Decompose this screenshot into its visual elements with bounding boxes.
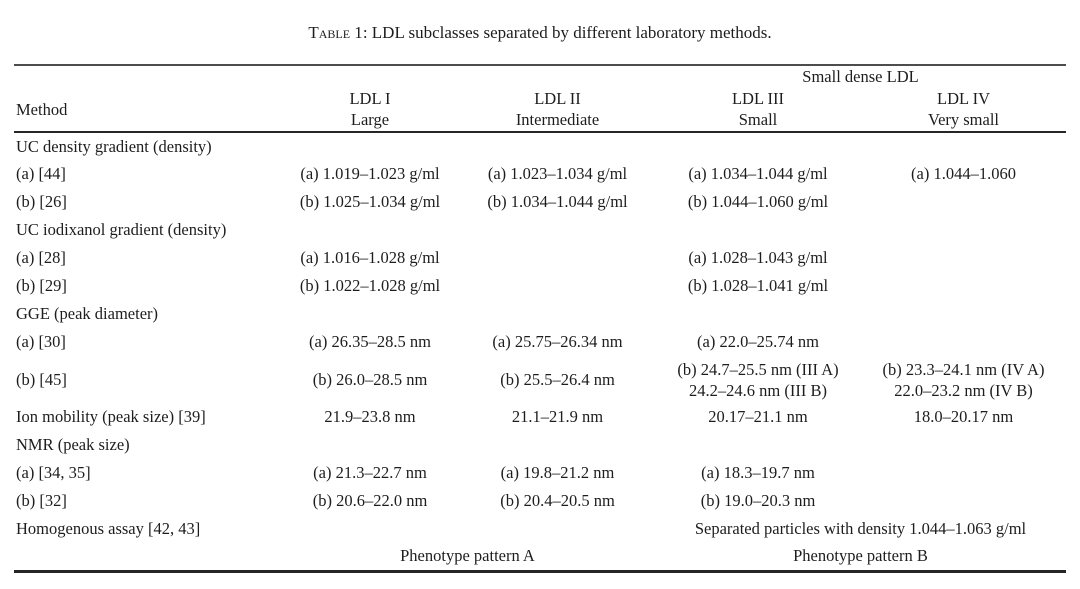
- cell-ldl-ii: (a) 1.023–1.034 g/ml: [487, 164, 628, 183]
- table-row: [14, 160, 1066, 188]
- method-cell: (a) [30]: [16, 332, 66, 351]
- method-cell: (a) [44]: [16, 164, 66, 183]
- cell-ldl-ii: [460, 272, 655, 300]
- cell-line: 24.2–24.6 nm (III B): [689, 380, 827, 400]
- separated-particles-cell: Separated particles with density 1.044–1.063 g/ml: [694, 519, 1027, 538]
- cell-ldl-i: (b) 20.6–22.0 nm: [312, 491, 428, 510]
- method-cell: (a) [34, 35]: [16, 463, 91, 482]
- method-cell: Ion mobility (peak size) [39]: [16, 407, 206, 426]
- col-subheader-large: Large: [350, 110, 390, 129]
- section-row-nmr: [14, 431, 1066, 459]
- cell-ldl-iii: (a) 1.034–1.044 g/ml: [688, 164, 828, 183]
- col-header-method: Method: [16, 99, 68, 119]
- cell-ldl-iii: 20.17–21.1 nm: [708, 407, 808, 426]
- cell-ldl-iii: (a) 1.028–1.043 g/ml: [688, 248, 828, 267]
- cell-ldl-ii: (a) 19.8–21.2 nm: [500, 463, 615, 482]
- section-label: UC iodixanol gradient (density): [16, 220, 227, 239]
- col-header-ldl-iv: LDL IV: [937, 88, 990, 108]
- method-cell: (b) [26]: [16, 192, 67, 211]
- ldl-subclasses-table: [14, 64, 1066, 573]
- cell-ldl-i: 21.9–23.8 nm: [324, 407, 416, 426]
- table-row: [14, 244, 1066, 272]
- cell-ldl-iv: [861, 272, 1066, 300]
- table-row: [14, 487, 1066, 515]
- phenotype-pattern-b-cell: Phenotype pattern B: [793, 546, 928, 566]
- cell-ldl-iv: [861, 356, 1066, 403]
- table-row: [14, 403, 1066, 431]
- cell-ldl-iii: (a) 22.0–25.74 nm: [697, 332, 819, 351]
- method-cell: (b) [32]: [16, 491, 67, 510]
- section-row-uc-density: [14, 132, 1066, 160]
- table-row: [14, 459, 1066, 487]
- cell-ldl-iv: [861, 244, 1066, 272]
- header-name-row: [14, 88, 1066, 109]
- cell-ldl-iii: (b) 1.028–1.041 g/ml: [687, 276, 829, 295]
- cell-ldl-i: (b) 1.022–1.028 g/ml: [299, 276, 441, 295]
- table-row: [14, 272, 1066, 300]
- cell-ldl-ii: 21.1–21.9 nm: [511, 407, 604, 426]
- empty-cell: [280, 515, 655, 543]
- table-header: [14, 65, 1066, 132]
- cell-ldl-iii: (b) 1.044–1.060 g/ml: [687, 192, 829, 211]
- cell-ldl-i: (a) 1.019–1.023 g/ml: [300, 164, 440, 183]
- col-header-ldl-i: LDL I: [349, 88, 391, 108]
- table-row: [14, 188, 1066, 216]
- cell-ldl-i: (a) 21.3–22.7 nm: [313, 463, 427, 482]
- header-span-row: [14, 65, 1066, 88]
- method-cell: (a) [28]: [16, 248, 66, 267]
- cell-ldl-i: (b) 1.025–1.034 g/ml: [299, 192, 441, 211]
- col-subheader-very-small: Very small: [927, 110, 1000, 129]
- section-row-gge: [14, 300, 1066, 328]
- cell-ldl-iv: (a) 1.044–1.060: [911, 164, 1016, 183]
- phenotype-pattern-a-cell: Phenotype pattern A: [400, 546, 535, 566]
- cell-ldl-iv: [861, 487, 1066, 515]
- cell-ldl-iv: [861, 459, 1066, 487]
- header-spacer: [14, 65, 280, 88]
- method-cell: Homogenous assay [42, 43]: [16, 519, 201, 538]
- method-cell: (b) [45]: [16, 369, 67, 389]
- cell-ldl-iii: (a) 18.3–19.7 nm: [701, 463, 815, 482]
- cell-ldl-iii: [655, 356, 861, 403]
- section-row-uc-iodixanol: [14, 216, 1066, 244]
- header-spacer: [280, 65, 655, 88]
- col-subheader-intermediate: Intermediate: [515, 110, 600, 129]
- cell-line: (b) 23.3–24.1 nm (IV A): [882, 359, 1045, 379]
- cell-ldl-iv: [861, 328, 1066, 356]
- table-row: [14, 356, 1066, 403]
- col-header-ldl-ii: LDL II: [534, 88, 581, 108]
- section-label: GGE (peak diameter): [16, 304, 159, 323]
- cell-line: 22.0–23.2 nm (IV B): [894, 380, 1033, 400]
- cell-ldl-i: (a) 1.016–1.028 g/ml: [300, 248, 440, 267]
- cell-ldl-i: (b) 26.0–28.5 nm: [312, 369, 428, 389]
- cell-line: (b) 24.7–25.5 nm (III A): [677, 359, 839, 379]
- section-label: UC density gradient (density): [16, 136, 212, 156]
- small-dense-ldl-span-header: Small dense LDL: [802, 67, 919, 86]
- cell-ldl-iii: (b) 19.0–20.3 nm: [700, 491, 816, 510]
- cell-ldl-iv: 18.0–20.17 nm: [913, 407, 1014, 426]
- col-subheader-small: Small: [738, 110, 778, 129]
- table-row-homogenous-assay: [14, 515, 1066, 543]
- table-row-phenotype: [14, 543, 1066, 571]
- table-body: [14, 132, 1066, 571]
- cell-ldl-ii: (a) 25.75–26.34 nm: [492, 332, 623, 351]
- table-caption-text: : LDL subclasses separated by different laboratory methods.: [362, 23, 772, 42]
- col-header-ldl-iii: LDL III: [731, 88, 785, 108]
- section-label: NMR (peak size): [16, 435, 130, 454]
- cell-ldl-ii: (b) 25.5–26.4 nm: [500, 369, 615, 389]
- cell-ldl-ii: (b) 1.034–1.044 g/ml: [487, 192, 628, 211]
- cell-ldl-iv: [861, 188, 1066, 216]
- cell-ldl-ii: (b) 20.4–20.5 nm: [500, 491, 615, 510]
- empty-cell: [14, 543, 280, 571]
- table-caption-label: Table 1: [308, 23, 363, 42]
- table-caption: [0, 0, 1080, 44]
- method-cell: (b) [29]: [16, 276, 67, 295]
- cell-ldl-i: (a) 26.35–28.5 nm: [309, 332, 431, 351]
- table-row: [14, 328, 1066, 356]
- cell-ldl-ii: [460, 244, 655, 272]
